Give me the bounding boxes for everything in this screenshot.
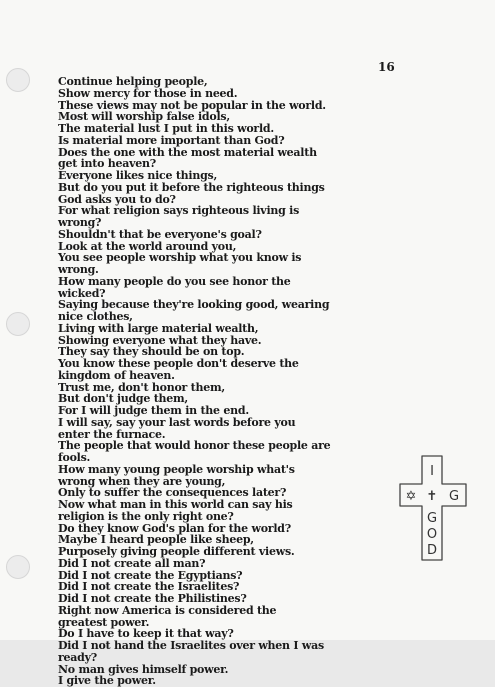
- text-line: Did I not create all man?: [58, 556, 206, 570]
- text-line: How many people do you see honor the: [58, 274, 291, 288]
- text-line: wicked?: [58, 286, 106, 300]
- text-line: You see people worship what you know is: [58, 251, 302, 265]
- page-number: 16: [378, 60, 395, 74]
- text-line: get into heaven?: [58, 157, 156, 171]
- text-line: But do you put it before the righteous things: [58, 180, 325, 194]
- text-line: Did I not create the Egyptians?: [58, 568, 243, 582]
- text-line: greatest power.: [58, 615, 150, 629]
- cross-letter-stem: O: [426, 527, 438, 542]
- text-line: Did I not create the Philistines?: [58, 592, 247, 605]
- text-line: Living with large material wealth,: [58, 321, 259, 335]
- text-line: Maybe I heard people like sheep,: [58, 533, 254, 547]
- text-line: Only to suffer the consequences later?: [58, 486, 287, 500]
- cross-drawing: [398, 454, 468, 564]
- text-line: Shouldn't that be everyone's goal?: [58, 227, 262, 241]
- star-of-david-symbol: ✡: [405, 489, 417, 504]
- text-line: The material lust I put in this world.: [58, 122, 274, 135]
- text-line: Now what man in this world can say his: [58, 498, 293, 511]
- text-line: kingdom of heaven.: [58, 368, 175, 382]
- text-line: For I will judge them in the end.: [58, 404, 249, 417]
- text-line: They say they should be on top.: [58, 345, 245, 359]
- cross-letter-stem: G: [426, 511, 438, 526]
- text-line: fools.: [58, 451, 91, 464]
- text-line: Most will worship false idols,: [58, 110, 230, 124]
- text-line: Did I not create the Israelites?: [58, 580, 240, 594]
- text-line: God asks you to do?: [58, 192, 176, 206]
- punch-hole: [6, 555, 30, 579]
- text-line: Do I have to keep it that way?: [58, 627, 234, 641]
- text-line: I give the power.: [58, 674, 156, 687]
- text-line: Did I not hand the Israelites over when I was: [58, 639, 324, 652]
- text-line: Showing everyone what they have.: [58, 333, 262, 347]
- text-line: You know these people don't deserve the: [58, 357, 299, 370]
- text-line: The people that would honor these people are: [58, 439, 331, 453]
- body-text: [58, 76, 408, 687]
- text-line: Is material more important than God?: [58, 133, 285, 147]
- text-line: Purposely giving people different views.: [58, 545, 295, 558]
- cross-letter-top: I: [430, 464, 434, 479]
- text-line: Right now America is considered the: [58, 603, 277, 617]
- text-line: For what religion says righteous living is: [58, 204, 300, 218]
- text-line: Does the one with the most material wealth: [58, 145, 317, 159]
- text-line: But don't judge them,: [58, 392, 188, 406]
- punch-hole: [6, 68, 30, 92]
- text-line: ready?: [58, 650, 97, 664]
- text-line: Everyone likes nice things,: [58, 169, 218, 182]
- text-line: enter the furnace.: [58, 427, 166, 441]
- text-line: How many young people worship what's: [58, 462, 295, 476]
- cross-letter-right: G: [448, 489, 460, 504]
- cross-letter-stem: D: [426, 543, 438, 558]
- text-line: Show mercy for those in need.: [58, 86, 238, 100]
- text-line: Saying because they're looking good, wearing: [58, 298, 330, 312]
- text-line: These views may not be popular in the world.: [58, 98, 326, 112]
- text-line: wrong when they are young,: [58, 474, 226, 488]
- text-line: nice clothes,: [58, 310, 133, 323]
- text-line: No man gives himself power.: [58, 662, 229, 676]
- text-line: I will say, say your last words before you: [58, 415, 296, 429]
- text-line: Look at the world around you,: [58, 239, 237, 253]
- text-line: Trust me, don't honor them,: [58, 380, 225, 394]
- text-line: Continue helping people,: [58, 75, 208, 88]
- text-line: wrong?: [58, 216, 102, 229]
- text-line: wrong.: [58, 263, 99, 276]
- punch-hole: [6, 312, 30, 336]
- text-line: Do they know God's plan for the world?: [58, 521, 291, 535]
- text-line: religion is the only right one?: [58, 509, 234, 523]
- small-cross-symbol: ✝: [426, 489, 438, 504]
